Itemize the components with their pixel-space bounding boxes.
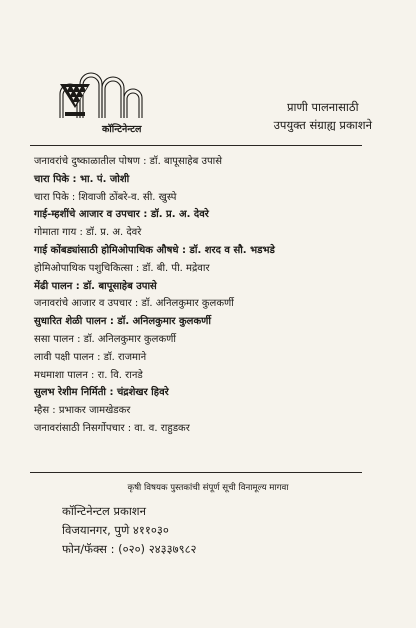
bottom-divider <box>30 472 362 473</box>
publisher-address-block <box>62 502 197 559</box>
heading-line-1: प्राणी पालनासाठी <box>287 100 359 114</box>
publisher-logo <box>56 68 144 138</box>
book-title: होमिओपाथिक पशुचिकित्सा : डॉ. बी. पी. मद्रेवार <box>34 262 210 274</box>
book-title: मेंढी पालन : डॉ. बापूसाहेब उपासे <box>34 280 157 292</box>
heading-line-2: उपयुक्त संग्राह्य प्रकाशने <box>273 118 372 132</box>
book-title: सुधारित शेळी पालन : डॉ. अनिलकुमार कुलकर्णी <box>34 316 211 328</box>
publisher-address: विजयानगर, पुणे ४११०३० <box>62 523 169 537</box>
book-title: म्हैस : प्रभाकर जामखेडकर <box>34 405 131 417</box>
book-title: जनावरांचे दुष्काळातील पोषण : डॉ. बापूसाहेब उपासे <box>34 156 223 167</box>
book-title: जनावरांचे आजार व उपचार : डॉ. अनिलकुमार कुलकर्णी <box>34 298 234 310</box>
book-title: चारा पिके : भा. पं. जोशी <box>34 173 130 185</box>
book-title: मधमाशा पालन : रा. वि. रानडे <box>34 369 143 381</box>
logo-arches-icon <box>56 68 144 124</box>
book-title: ससा पालन : डॉ. अनिलकुमार कुलकर्णी <box>34 333 176 345</box>
book-list <box>34 153 362 438</box>
logo-text: कॉन्टिनेन्टल <box>102 124 142 135</box>
catalog-note: कृषी विषयक पुस्तकांची संपूर्ण सूची विनामूल्य मागवा <box>127 483 289 493</box>
publisher-name: कॉन्टिनेन्टल प्रकाशन <box>62 504 146 518</box>
book-title: जनावरांसाठी निसर्गोपचार : वा. व. राहुडकर <box>34 422 190 434</box>
book-title: चारा पिके : शिवाजी ठोंबरे-व. सी. खुस्पे <box>34 191 177 203</box>
book-title: लावी पक्षी पालन : डॉ. राजमाने <box>34 351 147 363</box>
top-divider <box>30 145 362 146</box>
publisher-phone: फोन/फॅक्स : (०२०) २४३३७९८२ <box>62 542 197 556</box>
book-title: गोमाता गाय : डॉ. प्र. अ. देवरे <box>34 227 142 239</box>
book-title: सुलभ रेशीम निर्मिती : चंद्रशेखर हिवरे <box>34 387 169 399</box>
book-title: गाई-म्हशींचे आजार व उपचार : डॉ. प्र. अ. देवरे <box>34 209 209 221</box>
book-title: गाई कोंबड्यांसाठी होमिओपाथिक औषधे : डॉ. शरद व सौ. भडभडे <box>34 244 275 256</box>
section-heading <box>274 98 372 134</box>
